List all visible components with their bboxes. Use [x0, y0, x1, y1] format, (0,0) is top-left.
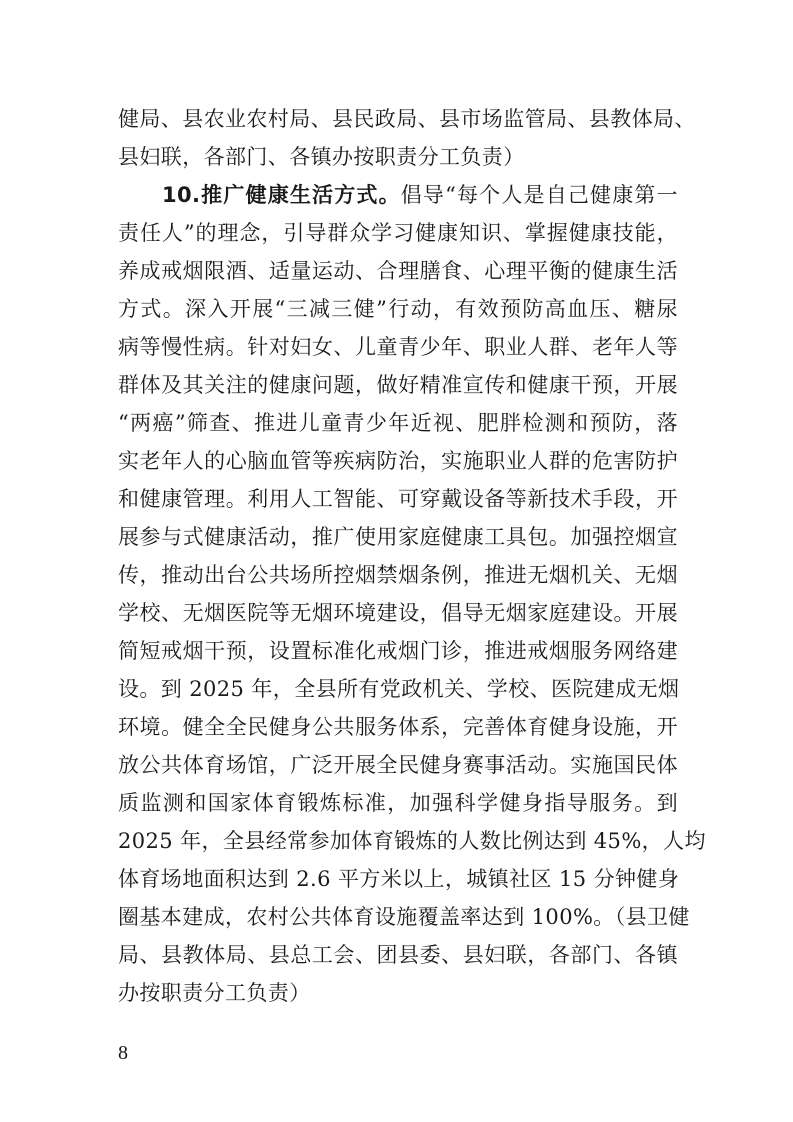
text-line: 养成戒烟限酒、适量运动、合理膳食、心理平衡的健康生活 [118, 259, 678, 283]
text-line: 学校、无烟医院等无烟环境建设，倡导无烟家庭建设。开展 [118, 601, 678, 625]
text-line: “两癌”筛查、推进儿童青少年近视、肥胖检测和预防，落 [118, 411, 678, 435]
text-line: 局、县教体局、县总工会、团县委、县妇联，各部门、各镇 [118, 943, 678, 967]
text-line: 健局、县农业农村局、县民政局、县市场监管局、县教体局、 [118, 107, 696, 131]
text-line: 设。到 2025 年，全县所有党政机关、学校、医院建成无烟 [118, 677, 680, 701]
text-line: 倡导“每个人是自己健康第一 [400, 183, 678, 207]
page-number: 8 [118, 1042, 128, 1064]
text-line: 体育场地面积达到 2.6 平方米以上，城镇社区 15 分钟健身 [118, 867, 680, 891]
text-line: 圈基本建成，农村公共体育设施覆盖率达到 100%。（县卫健 [118, 905, 690, 929]
text-line: 方式。深入开展“三减三健”行动，有效预防高血压、糖尿 [118, 297, 678, 321]
text-line: 办按职责分工负责） [118, 981, 311, 1005]
text-line: 和健康管理。利用人工智能、可穿戴设备等新技术手段，开 [118, 487, 678, 511]
text-line: 县妇联，各部门、各镇办按职责分工负责） [118, 145, 525, 169]
section-heading: 10.推广健康生活方式。 [162, 183, 401, 207]
text-line: 简短戒烟干预，设置标准化戒烟门诊，推进戒烟服务网络建 [118, 639, 678, 663]
text-line: 质监测和国家体育锻炼标准，加强科学健身指导服务。到 [118, 791, 678, 815]
text-line: 群体及其关注的健康问题，做好精准宣传和健康干预，开展 [118, 373, 678, 397]
text-line: 实老年人的心脑血管等疾病防治，实施职业人群的危害防护 [118, 449, 678, 473]
body-text [118, 100, 706, 1012]
text-line: 展参与式健康活动，推广使用家庭健康工具包。加强控烟宣 [118, 525, 678, 549]
section-10-first-line [118, 176, 678, 214]
text-line: 放公共体育场馆，广泛开展全民健身赛事活动。实施国民体 [118, 753, 678, 777]
text-line: 病等慢性病。针对妇女、儿童青少年、职业人群、老年人等 [118, 335, 678, 359]
text-line: 环境。健全全民健身公共服务体系，完善体育健身设施，开 [118, 715, 678, 739]
text-line: 传，推动出台公共场所控烟禁烟条例，推进无烟机关、无烟 [118, 563, 678, 587]
text-line: 责任人”的理念，引导群众学习健康知识、掌握健康技能， [118, 221, 678, 245]
text-line: 2025 年，全县经常参加体育锻炼的人数比例达到 45%，人均 [118, 829, 706, 853]
